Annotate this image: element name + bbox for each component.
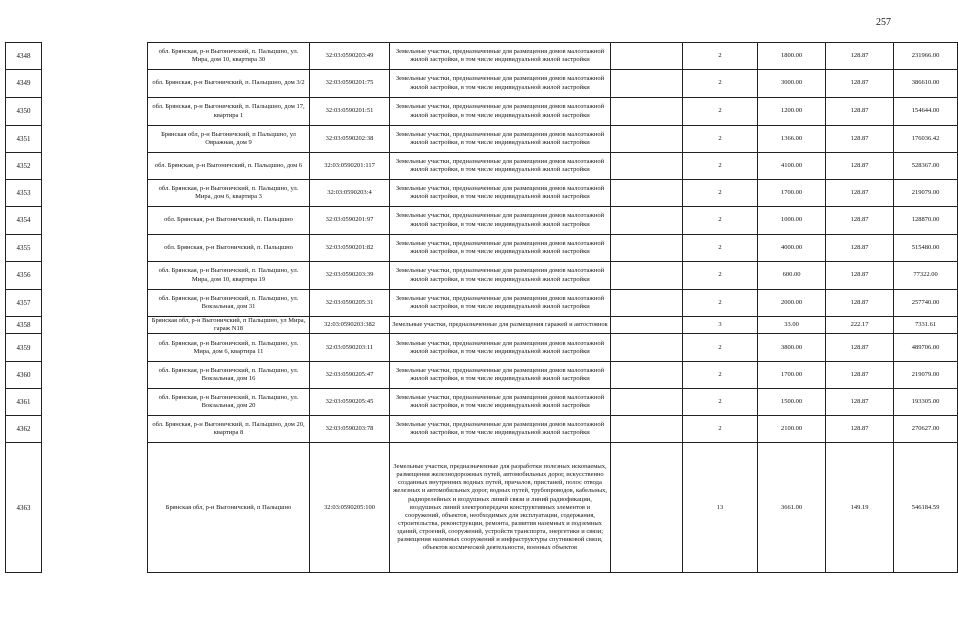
cadastral-value-cell: 77322.00 — [894, 262, 958, 290]
address-cell: обл. Брянская, р-н Выгоничский, п. Пальцшно, ул. Вокзальная, дом 31 — [148, 290, 310, 317]
cadastral-value-cell: 257740.00 — [894, 290, 958, 317]
rate-cell: 128.87 — [826, 126, 894, 153]
area-cell: 1800.00 — [758, 43, 826, 70]
group-cell: 2 — [683, 207, 758, 235]
area-cell: 2000.00 — [758, 290, 826, 317]
land-use-cell: Земельные участки, предназначенные для размещения домов малоэтажной жилой застройки, в том числе индивидуальной жилой застройки — [390, 416, 611, 443]
group-cell: 2 — [683, 290, 758, 317]
table-row — [6, 180, 958, 207]
land-use-cell: Земельные участки, предназначенные для размещения домов малоэтажной жилой застройки, в том числе индивидуальной жилой застройки — [390, 207, 611, 235]
cadastral-value-cell: 546184.59 — [894, 443, 958, 573]
cadastral-value-cell: 270627.00 — [894, 416, 958, 443]
area-cell: 1200.00 — [758, 98, 826, 126]
cadastral-number-cell: 32:03:0590203:4 — [310, 180, 390, 207]
rate-cell: 128.87 — [826, 207, 894, 235]
page-number: 257 — [876, 17, 891, 28]
blank-cell — [611, 235, 683, 262]
address-spacer-cell — [42, 235, 148, 262]
address-cell: Брянская обл, р-н Выгоничский, п Пальцшно, ул Мира, гараж N18 — [148, 317, 310, 334]
row-number-cell: 4348 — [6, 43, 42, 70]
address-spacer-cell — [42, 70, 148, 98]
table-row — [6, 334, 958, 362]
blank-cell — [611, 362, 683, 389]
address-cell: обл. Брянская, р-н Выгоничский, п. Пальцшно, дом 17, квартира 1 — [148, 98, 310, 126]
land-use-cell: Земельные участки, предназначенные для размещения домов малоэтажной жилой застройки, в том числе индивидуальной жилой застройки — [390, 362, 611, 389]
table-row — [6, 416, 958, 443]
rate-cell: 128.87 — [826, 262, 894, 290]
row-number-cell: 4356 — [6, 262, 42, 290]
cadastral-number-cell: 32:03:0590205:100 — [310, 443, 390, 573]
table-row — [6, 98, 958, 126]
cadastral-number-cell: 32:03:0590203:49 — [310, 43, 390, 70]
rate-cell: 128.87 — [826, 334, 894, 362]
address-spacer-cell — [42, 180, 148, 207]
address-cell: обл. Брянская, р-н Выгоничский, п. Пальцшно, дом 3/2 — [148, 70, 310, 98]
blank-cell — [611, 98, 683, 126]
cadastral-value-cell: 154644.00 — [894, 98, 958, 126]
address-cell: обл. Брянская, р-н Выгоничский, п. Пальцшно, дом 20, квартира 8 — [148, 416, 310, 443]
cadastral-value-cell: 515480.00 — [894, 235, 958, 262]
cadastral-number-cell: 32:03:0590203:382 — [310, 317, 390, 334]
blank-cell — [611, 70, 683, 98]
address-spacer-cell — [42, 290, 148, 317]
area-cell: 33.00 — [758, 317, 826, 334]
address-cell: Брянская обл, р-н Выгоничский, п Пальцшно, ул Овражная, дом 9 — [148, 126, 310, 153]
area-cell: 1700.00 — [758, 362, 826, 389]
row-number-cell: 4355 — [6, 235, 42, 262]
cadastral-value-cell: 219079.00 — [894, 362, 958, 389]
address-cell: обл. Брянская, р-н Выгоничский, п. Пальцшно, ул. Мира, дом 10, квартира 30 — [148, 43, 310, 70]
table-row — [6, 235, 958, 262]
rate-cell: 128.87 — [826, 416, 894, 443]
row-number-cell: 4354 — [6, 207, 42, 235]
rate-cell: 128.87 — [826, 70, 894, 98]
blank-cell — [611, 317, 683, 334]
group-cell: 2 — [683, 98, 758, 126]
row-number-cell: 4359 — [6, 334, 42, 362]
table-row — [6, 43, 958, 70]
group-cell: 2 — [683, 153, 758, 180]
group-cell: 2 — [683, 70, 758, 98]
group-cell: 2 — [683, 262, 758, 290]
rate-cell: 128.87 — [826, 153, 894, 180]
row-number-cell: 4360 — [6, 362, 42, 389]
cadastral-number-cell: 32:03:0590203:39 — [310, 262, 390, 290]
address-spacer-cell — [42, 416, 148, 443]
group-cell: 2 — [683, 235, 758, 262]
address-spacer-cell — [42, 43, 148, 70]
address-spacer-cell — [42, 362, 148, 389]
rate-cell: 128.87 — [826, 235, 894, 262]
address-cell: обл. Брянская, р-н Выгоничский, п. Пальцшно, ул. Мира, дом 6, квартира 11 — [148, 334, 310, 362]
cadastral-number-cell: 32:03:0590203:11 — [310, 334, 390, 362]
table-row — [6, 443, 958, 573]
cadastral-value-cell: 176036.42 — [894, 126, 958, 153]
rate-cell: 128.87 — [826, 362, 894, 389]
row-number-cell: 4353 — [6, 180, 42, 207]
address-cell: обл. Брянская, р-н Выгоничский, п. Пальцшно, ул. Мира, дом 6, квартира 3 — [148, 180, 310, 207]
address-cell: Брянская обл, р-н Выгоничский, п Пальцшно — [148, 443, 310, 573]
land-use-cell: Земельные участки, предназначенные для размещения домов малоэтажной жилой застройки, в том числе индивидуальной жилой застройки — [390, 43, 611, 70]
table-row — [6, 290, 958, 317]
cadastral-value-table — [5, 42, 958, 573]
group-cell: 2 — [683, 416, 758, 443]
cadastral-number-cell: 32:03:0590201:82 — [310, 235, 390, 262]
area-cell: 1700.00 — [758, 180, 826, 207]
land-use-cell: Земельные участки, предназначенные для размещения гаражей и автостоянок — [390, 317, 611, 334]
group-cell: 2 — [683, 180, 758, 207]
area-cell: 1500.00 — [758, 389, 826, 416]
land-use-cell: Земельные участки, предназначенные для размещения домов малоэтажной жилой застройки, в том числе индивидуальной жилой застройки — [390, 180, 611, 207]
rate-cell: 128.87 — [826, 389, 894, 416]
address-spacer-cell — [42, 262, 148, 290]
group-cell: 2 — [683, 389, 758, 416]
area-cell: 1000.00 — [758, 207, 826, 235]
cadastral-number-cell: 32:03:0590201:117 — [310, 153, 390, 180]
land-use-cell: Земельные участки, предназначенные для размещения домов малоэтажной жилой застройки, в том числе индивидуальной жилой застройки — [390, 334, 611, 362]
address-spacer-cell — [42, 126, 148, 153]
rate-cell: 128.87 — [826, 290, 894, 317]
blank-cell — [611, 416, 683, 443]
area-cell: 1366.00 — [758, 126, 826, 153]
row-number-cell: 4362 — [6, 416, 42, 443]
blank-cell — [611, 334, 683, 362]
address-cell: обл. Брянская, р-н Выгоничский, п. Пальцшно, ул. Вокзальная, дом 20 — [148, 389, 310, 416]
address-spacer-cell — [42, 443, 148, 573]
table-row — [6, 153, 958, 180]
cadastral-value-cell: 528367.00 — [894, 153, 958, 180]
address-spacer-cell — [42, 317, 148, 334]
area-cell: 3000.00 — [758, 70, 826, 98]
area-cell: 4000.00 — [758, 235, 826, 262]
blank-cell — [611, 207, 683, 235]
address-spacer-cell — [42, 334, 148, 362]
cadastral-value-cell: 489706.00 — [894, 334, 958, 362]
area-cell: 4100.00 — [758, 153, 826, 180]
address-cell: обл. Брянская, р-н Выгоничский, п. Пальцшно, дом 6 — [148, 153, 310, 180]
address-cell: обл. Брянская, р-н Выгоничский, п. Пальцшно, ул. Вокзальная, дом 16 — [148, 362, 310, 389]
cadastral-number-cell: 32:03:0590205:45 — [310, 389, 390, 416]
group-cell: 2 — [683, 334, 758, 362]
cadastral-value-cell: 128870.00 — [894, 207, 958, 235]
land-use-cell: Земельные участки, предназначенные для размещения домов малоэтажной жилой застройки, в том числе индивидуальной жилой застройки — [390, 70, 611, 98]
address-cell: обл. Брянская, р-н Выгоничский, п. Пальцшно, ул. Мира, дом 10, квартира 19 — [148, 262, 310, 290]
cadastral-value-cell: 219079.00 — [894, 180, 958, 207]
table-row — [6, 362, 958, 389]
land-use-cell: Земельные участки, предназначенные для размещения домов малоэтажной жилой застройки, в том числе индивидуальной жилой застройки — [390, 126, 611, 153]
table-row — [6, 207, 958, 235]
table-row — [6, 70, 958, 98]
row-number-cell: 4349 — [6, 70, 42, 98]
table-row — [6, 262, 958, 290]
cadastral-number-cell: 32:03:0590201:51 — [310, 98, 390, 126]
cadastral-number-cell: 32:03:0590203:78 — [310, 416, 390, 443]
row-number-cell: 4350 — [6, 98, 42, 126]
address-spacer-cell — [42, 389, 148, 416]
row-number-cell: 4363 — [6, 443, 42, 573]
rate-cell: 128.87 — [826, 43, 894, 70]
cadastral-number-cell: 32:03:0590202:38 — [310, 126, 390, 153]
rate-cell: 222.17 — [826, 317, 894, 334]
address-spacer-cell — [42, 153, 148, 180]
land-use-cell: Земельные участки, предназначенные для разработки полезных ископаемых, размещения железнодорожных путей, автомобильных дорог, искусственно созданных внутренних водных путей, причалов, пристаней, полос отвода железных и автомобильных дорог, водных путей, трубопроводов, кабельных, радиорелейных и воздушных линий связи и линий радиофикации, воздушных линий электропередачи конструктивных элементов и сооружений, объектов, необходимых для эксплуатации, содержания, строительства, реконструкции, ремонта, развития наземных и подземных зданий, строений, сооружений, устройств транспорта, энергетики и связи; размещения наземных сооружений и инфраструктуры спутниковой связи, объектов космической деятельности, военных объектов — [390, 443, 611, 573]
area-cell: 3661.00 — [758, 443, 826, 573]
row-number-cell: 4361 — [6, 389, 42, 416]
cadastral-number-cell: 32:03:0590201:97 — [310, 207, 390, 235]
row-number-cell: 4358 — [6, 317, 42, 334]
blank-cell — [611, 290, 683, 317]
blank-cell — [611, 262, 683, 290]
group-cell: 2 — [683, 126, 758, 153]
cadastral-value-cell: 7331.61 — [894, 317, 958, 334]
rate-cell: 128.87 — [826, 98, 894, 126]
row-number-cell: 4351 — [6, 126, 42, 153]
address-cell: обл. Брянская, р-н Выгоничский, п. Пальцшно — [148, 207, 310, 235]
land-use-cell: Земельные участки, предназначенные для размещения домов малоэтажной жилой застройки, в том числе индивидуальной жилой застройки — [390, 153, 611, 180]
cadastral-value-cell: 386610.00 — [894, 70, 958, 98]
row-number-cell: 4357 — [6, 290, 42, 317]
land-use-cell: Земельные участки, предназначенные для размещения домов малоэтажной жилой застройки, в том числе индивидуальной жилой застройки — [390, 262, 611, 290]
cadastral-number-cell: 32:03:0590201:75 — [310, 70, 390, 98]
address-cell: обл. Брянская, р-н Выгоничский, п. Пальцшно — [148, 235, 310, 262]
blank-cell — [611, 43, 683, 70]
rate-cell: 149.19 — [826, 443, 894, 573]
group-cell: 2 — [683, 43, 758, 70]
address-spacer-cell — [42, 98, 148, 126]
table-row — [6, 389, 958, 416]
blank-cell — [611, 180, 683, 207]
area-cell: 2100.00 — [758, 416, 826, 443]
group-cell: 2 — [683, 362, 758, 389]
blank-cell — [611, 443, 683, 573]
land-use-cell: Земельные участки, предназначенные для размещения домов малоэтажной жилой застройки, в том числе индивидуальной жилой застройки — [390, 389, 611, 416]
land-use-cell: Земельные участки, предназначенные для размещения домов малоэтажной жилой застройки, в том числе индивидуальной жилой застройки — [390, 98, 611, 126]
row-number-cell: 4352 — [6, 153, 42, 180]
blank-cell — [611, 126, 683, 153]
area-cell: 3800.00 — [758, 334, 826, 362]
table-row — [6, 126, 958, 153]
table-row — [6, 317, 958, 334]
area-cell: 600.00 — [758, 262, 826, 290]
cadastral-value-cell: 193305.00 — [894, 389, 958, 416]
blank-cell — [611, 153, 683, 180]
land-use-cell: Земельные участки, предназначенные для размещения домов малоэтажной жилой застройки, в том числе индивидуальной жилой застройки — [390, 290, 611, 317]
address-spacer-cell — [42, 207, 148, 235]
land-use-cell: Земельные участки, предназначенные для размещения домов малоэтажной жилой застройки, в том числе индивидуальной жилой застройки — [390, 235, 611, 262]
rate-cell: 128.87 — [826, 180, 894, 207]
group-cell: 13 — [683, 443, 758, 573]
group-cell: 3 — [683, 317, 758, 334]
cadastral-number-cell: 32:03:0590205:31 — [310, 290, 390, 317]
cadastral-number-cell: 32:03:0590205:47 — [310, 362, 390, 389]
cadastral-value-cell: 231966.00 — [894, 43, 958, 70]
blank-cell — [611, 389, 683, 416]
